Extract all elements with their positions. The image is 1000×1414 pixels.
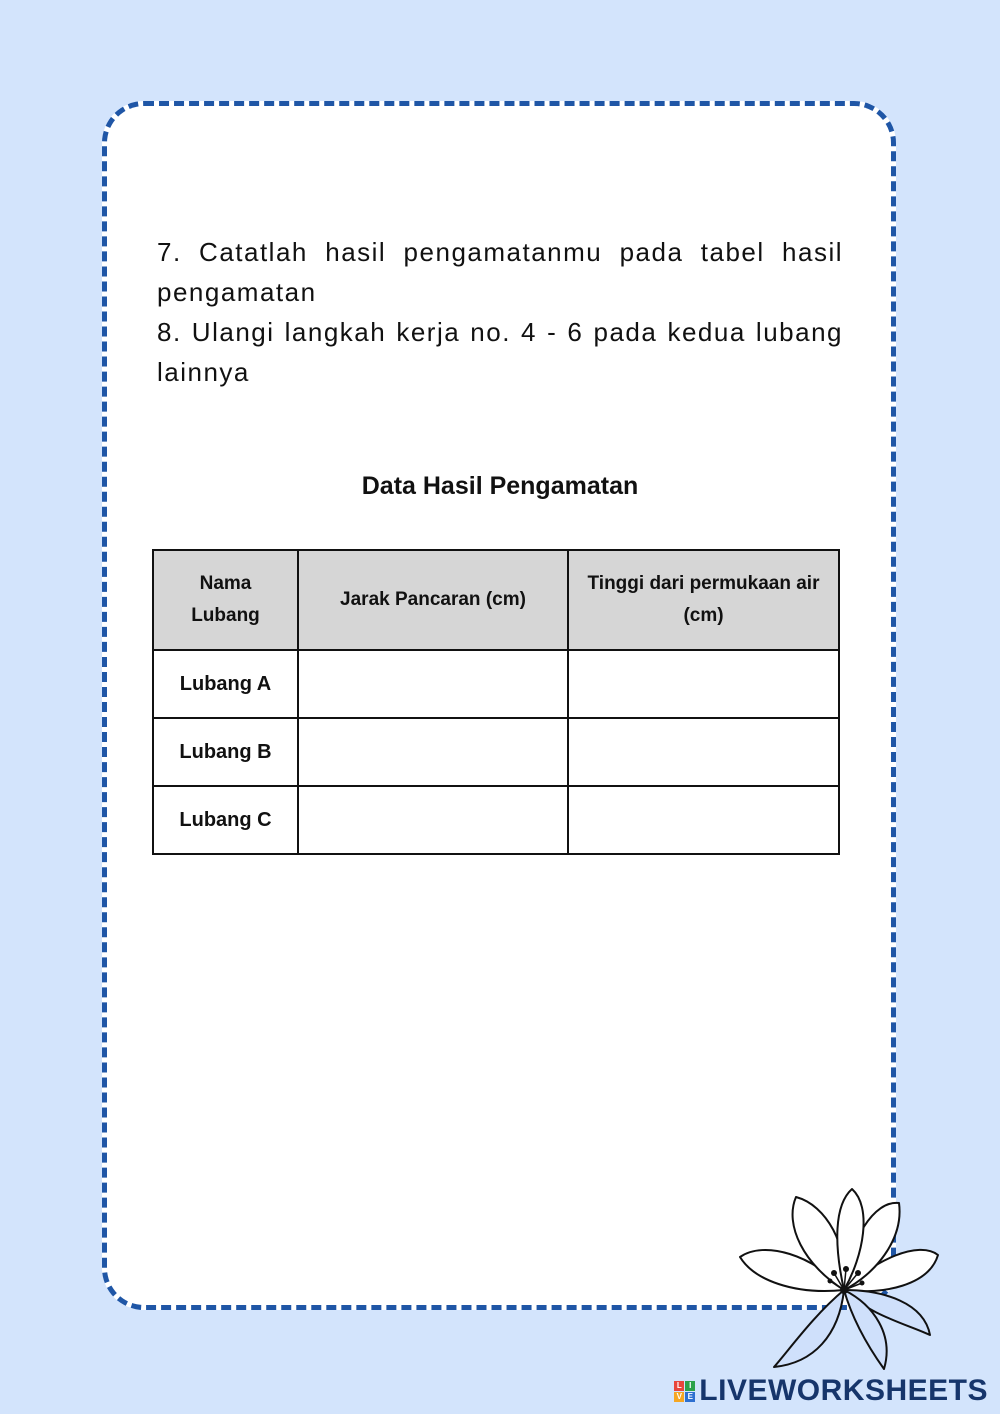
row-label-lubang-c: Lubang C [153, 786, 298, 854]
header-jarak-pancaran: Jarak Pancaran (cm) [298, 550, 568, 650]
row-label-lubang-a: Lubang A [153, 650, 298, 718]
observation-table [152, 549, 840, 855]
logo-letter-i: I [685, 1381, 695, 1391]
table-row [153, 786, 839, 854]
table-row [153, 650, 839, 718]
cell-jarak-b[interactable] [298, 718, 568, 786]
logo-letter-v: V [674, 1392, 684, 1402]
table-title: Data Hasil Pengamatan [361, 472, 639, 500]
cell-jarak-c[interactable] [298, 786, 568, 854]
instruction-7: 7. Catatlah hasil pengamatanmu pada tabel hasil pengamatan [157, 237, 843, 307]
table-header-row [153, 550, 839, 650]
header-tinggi: Tinggi dari permukaan air (cm) [568, 550, 839, 650]
table-row [153, 718, 839, 786]
flower-icon [734, 1185, 944, 1370]
instruction-8: 8. Ulangi langkah kerja no. 4 - 6 pada kedua lubang lainnya [157, 317, 843, 387]
cell-tinggi-c[interactable] [568, 786, 839, 854]
logo-mark-icon [674, 1381, 695, 1402]
header-nama-lubang: Nama Lubang [153, 550, 298, 650]
cell-jarak-a[interactable] [298, 650, 568, 718]
row-label-lubang-b: Lubang B [153, 718, 298, 786]
logo-letter-e: E [685, 1392, 695, 1402]
cell-tinggi-a[interactable] [568, 650, 839, 718]
liveworksheets-logo[interactable] [674, 1374, 988, 1408]
logo-text: LIVEWORKSHEETS [699, 1374, 988, 1407]
logo-letter-l: L [674, 1381, 684, 1391]
instructions [157, 232, 843, 392]
cell-tinggi-b[interactable] [568, 718, 839, 786]
